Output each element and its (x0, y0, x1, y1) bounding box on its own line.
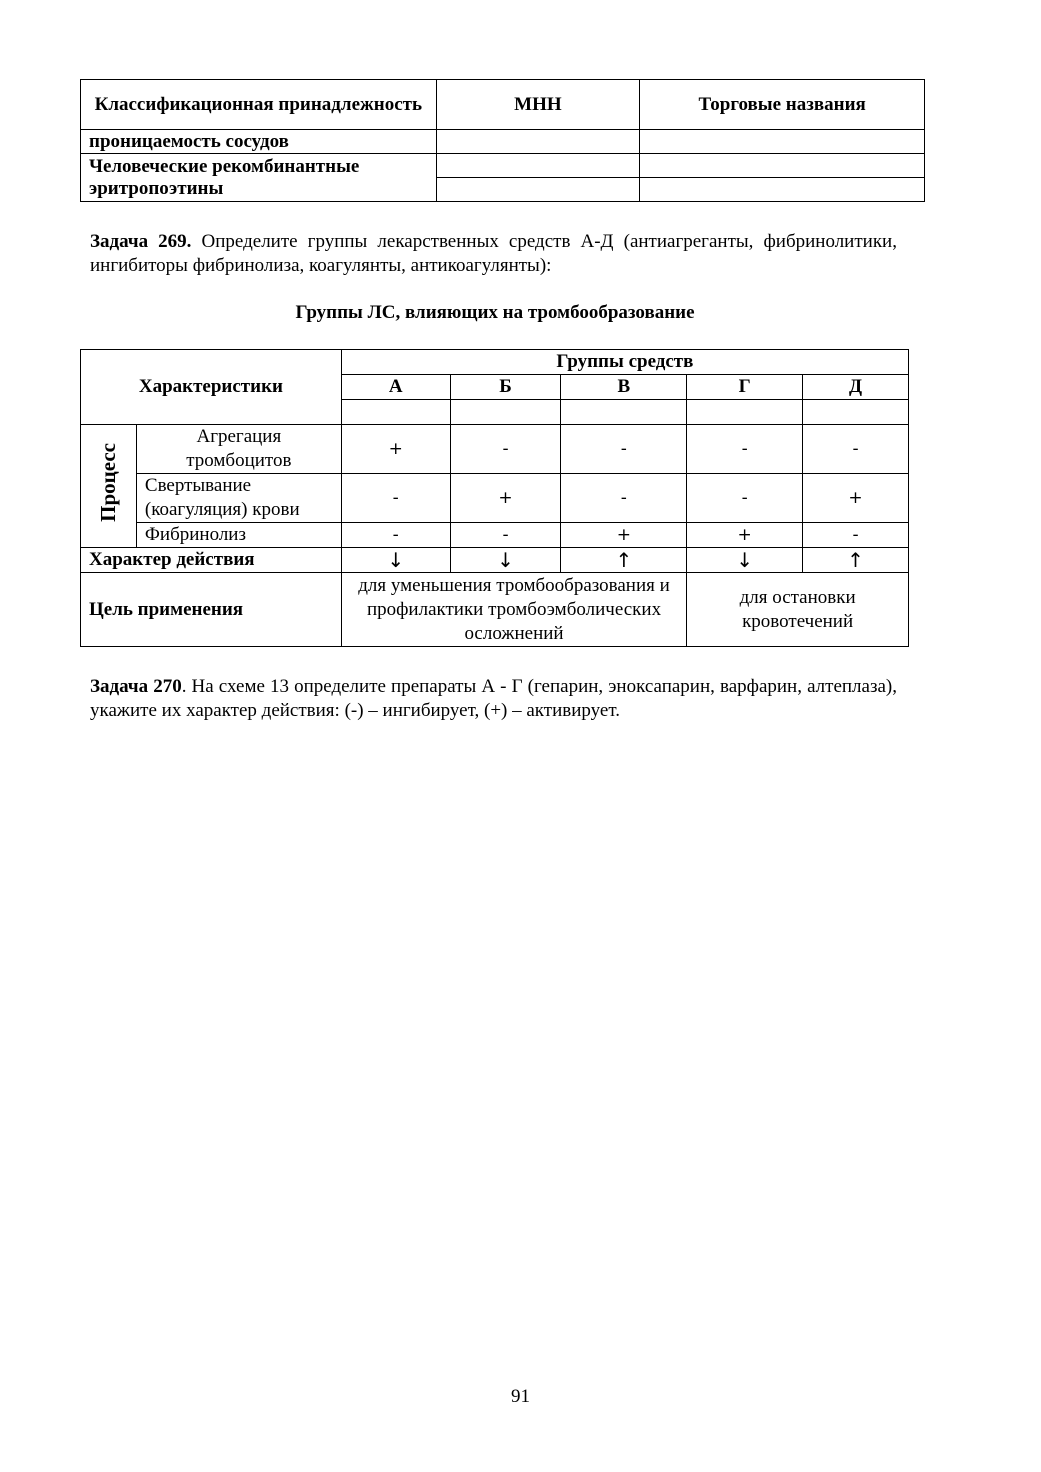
value-cell: - (687, 474, 803, 523)
value-cell: - (803, 523, 909, 548)
process-fibrinolysis: Фибринолиз (136, 523, 341, 548)
blank-cell (341, 400, 450, 425)
process-label: Процесс (96, 443, 121, 522)
table-title: Группы ЛС, влияющих на тромбообразование (295, 302, 695, 323)
cell-trade-1 (640, 130, 925, 154)
task-269-text: Определите группы лекарственных средств А-Д (антиагреганты, фибринолитики, ингибиторы фибринолиза, коагулянты, антикоагулянты): (90, 231, 897, 276)
row-erythropoietins: Человеческие рекомбинантные эритропоэтины (81, 154, 437, 202)
page-number: 91 (511, 1386, 530, 1407)
task-270-text: . На схеме 13 определите препараты А - Г (гепарин, эноксапарин, варфарин, алтеплаза), укажите их характер действия: (-) – ингибирует, (+) – активирует. (90, 676, 897, 721)
value-cell: + (687, 523, 803, 548)
action-label: Характер действия (81, 548, 342, 573)
purpose-hemostatic: для остановки кровотечений (687, 573, 909, 647)
arrow-up-icon: ↑ (803, 548, 909, 573)
value-cell: - (450, 425, 561, 474)
header-trade-names: Торговые названия (640, 80, 925, 130)
header-classification: Классификационная принадлежность (81, 80, 437, 130)
blank-cell (687, 400, 803, 425)
value-cell: - (450, 523, 561, 548)
value-cell: + (450, 474, 561, 523)
cell-mnn-2 (436, 154, 640, 178)
group-b: Б (450, 375, 561, 400)
arrow-down-icon: ↓ (687, 548, 803, 573)
arrow-down-icon: ↓ (341, 548, 450, 573)
blank-cell (561, 400, 687, 425)
cell-mnn-1 (436, 130, 640, 154)
blank-cell (450, 400, 561, 425)
task-269-label: Задача 269. (90, 231, 192, 252)
group-d: Д (803, 375, 909, 400)
group-a: А (341, 375, 450, 400)
value-cell: + (803, 474, 909, 523)
purpose-antithrombotic: для уменьшения тромбообразования и профилактики тромбоэмболических осложнений (341, 573, 686, 647)
purpose-label: Цель применения (81, 573, 342, 647)
value-cell: - (803, 425, 909, 474)
value-cell: - (561, 474, 687, 523)
value-cell: - (687, 425, 803, 474)
task-270 (90, 675, 897, 723)
value-cell: + (561, 523, 687, 548)
groups-header: Группы средств (341, 350, 908, 375)
group-v: В (561, 375, 687, 400)
group-g: Г (687, 375, 803, 400)
arrow-up-icon: ↑ (561, 548, 687, 573)
cell-trade-3 (640, 178, 925, 202)
task-269 (90, 230, 897, 278)
cell-mnn-3 (436, 178, 640, 202)
thrombosis-drug-groups-table (80, 349, 909, 647)
process-label-cell (81, 425, 137, 548)
cell-trade-2 (640, 154, 925, 178)
value-cell: - (341, 474, 450, 523)
value-cell: - (341, 523, 450, 548)
header-mnn: МНН (436, 80, 640, 130)
characteristics-header: Характеристики (81, 350, 342, 425)
classification-table (80, 79, 925, 202)
row-vascular-permeability: проницаемость сосудов (81, 130, 437, 154)
value-cell: - (561, 425, 687, 474)
task-270-label: Задача 270 (90, 676, 182, 697)
blank-cell (803, 400, 909, 425)
process-aggregation: Агрегация тромбоцитов (136, 425, 341, 474)
value-cell: + (341, 425, 450, 474)
arrow-down-icon: ↓ (450, 548, 561, 573)
process-coagulation: Свертывание (коагуляция) крови (136, 474, 341, 523)
